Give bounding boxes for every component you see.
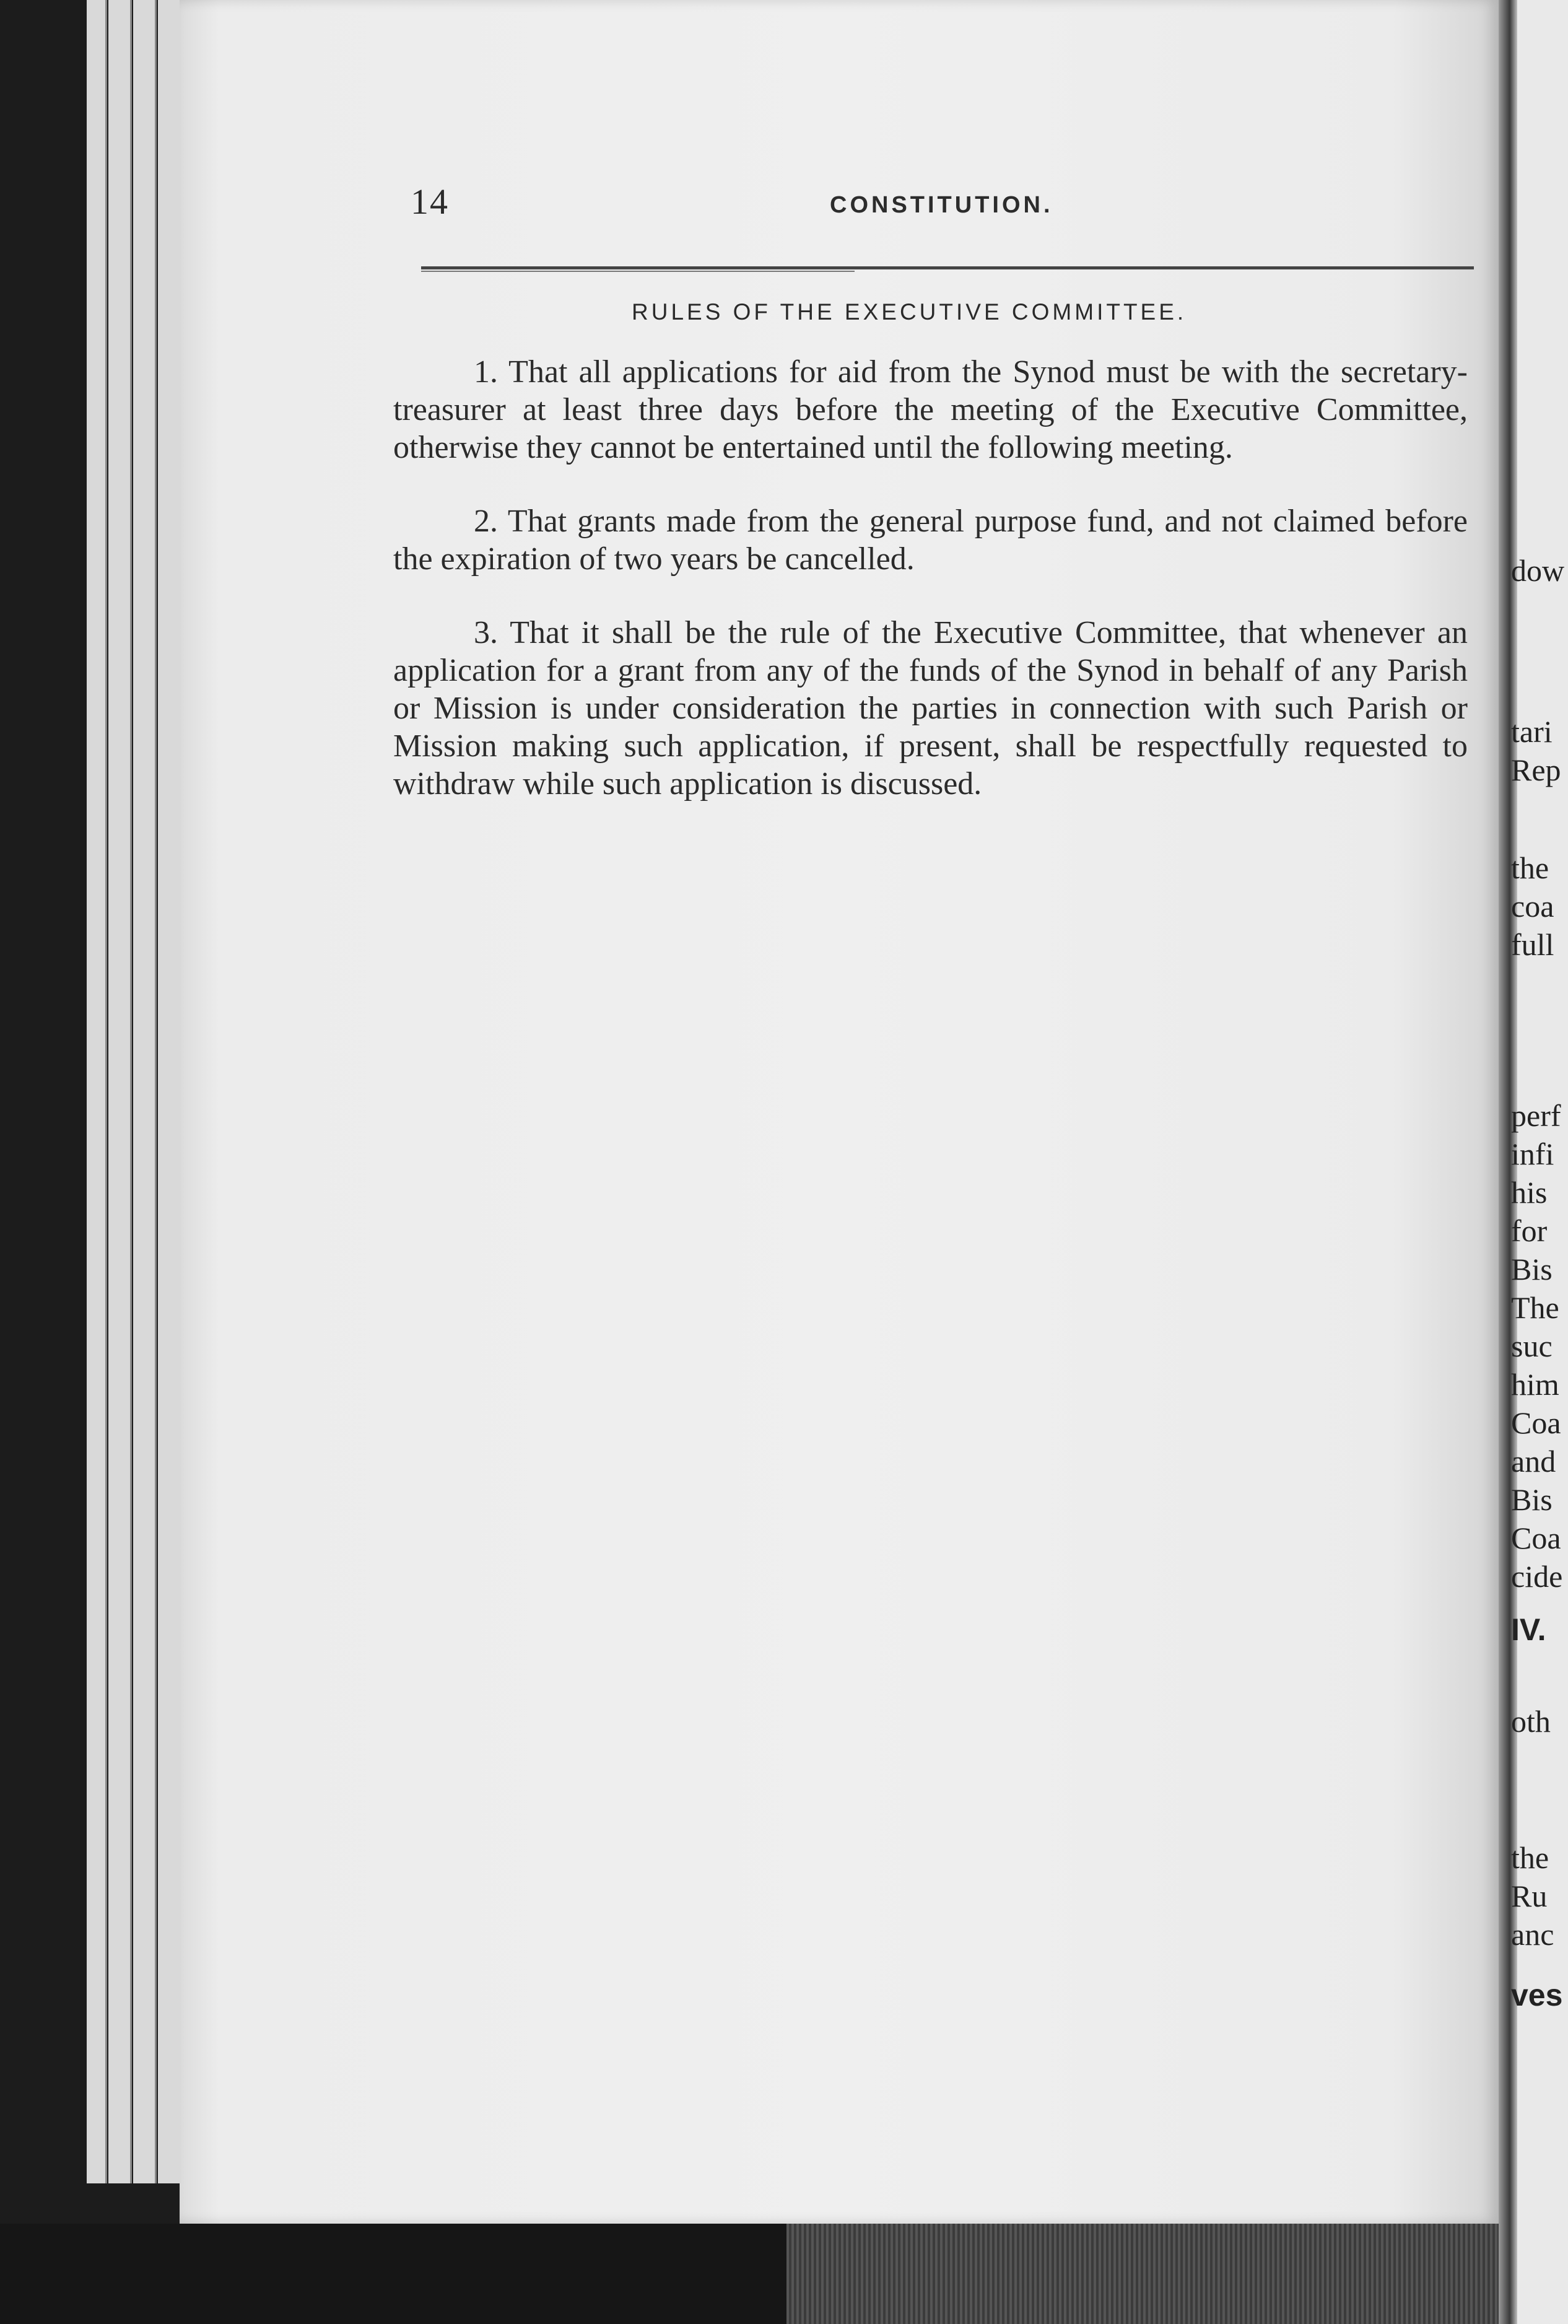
facing-fragment: him	[1511, 1367, 1559, 1402]
page-edge	[133, 0, 157, 2183]
rule-1: 1. That all applications for aid from the Synod must be with the secretary-treasurer at least three days before the meeting of the Executive Committee, otherwise they cannot be entertained until the following meeting.	[393, 354, 1468, 465]
facing-fragment: perf	[1511, 1098, 1561, 1133]
facing-fragment: Ru	[1511, 1879, 1548, 1913]
running-head	[0, 181, 1568, 230]
rule-2: 2. That grants made from the general purpose fund, and not claimed before the expiration of two years be cancelled.	[393, 504, 1468, 577]
page-edge	[108, 0, 132, 2183]
facing-fragment: Coa	[1511, 1521, 1561, 1555]
page-edge	[87, 0, 107, 2183]
page-edge	[158, 0, 181, 2183]
facing-fragment: IV.	[1511, 1612, 1546, 1647]
header-rule	[421, 266, 1474, 269]
facing-fragment: for	[1511, 1213, 1548, 1248]
header-rule-secondary	[421, 271, 855, 272]
rule-3: 3. That it shall be the rule of the Executive Committee, that whenever an application for a grant from any of the funds of the Synod in behalf of any Parish or Mission is under consideration the parties in connection with such Parish or Mission making such application, if present, shall be respectfully requested to withdraw while such application is discussed.	[393, 615, 1468, 802]
document-page	[180, 0, 1499, 2224]
facing-fragment: Coa	[1511, 1405, 1561, 1440]
section-title: RULES OF THE EXECUTIVE COMMITTEE.	[632, 299, 1187, 325]
facing-fragment: anc	[1511, 1917, 1554, 1952]
facing-fragment: the	[1511, 1840, 1549, 1875]
facing-fragment: the	[1511, 850, 1549, 885]
facing-fragment: dow	[1511, 553, 1565, 588]
rules-list	[393, 353, 1468, 839]
facing-fragment: and	[1511, 1444, 1556, 1479]
page-number: 14	[411, 181, 449, 222]
background	[0, 2224, 786, 2324]
facing-fragment: tari	[1511, 714, 1553, 749]
facing-fragment: suc	[1511, 1329, 1553, 1363]
running-title: CONSTITUTION.	[830, 192, 1053, 218]
facing-fragment: infi	[1511, 1137, 1554, 1171]
book-cloth	[786, 2224, 1499, 2324]
facing-fragment: Bis	[1511, 1252, 1553, 1286]
facing-fragment: Bis	[1511, 1482, 1553, 1517]
facing-fragment: ves	[1511, 1978, 1563, 2012]
facing-fragment: his	[1511, 1175, 1548, 1210]
facing-fragment: cide	[1511, 1559, 1563, 1594]
facing-fragment: oth	[1511, 1704, 1551, 1739]
facing-fragment: coa	[1511, 889, 1554, 924]
facing-fragment: The	[1511, 1290, 1559, 1325]
facing-fragment: Rep	[1511, 753, 1561, 787]
facing-fragment: full	[1511, 927, 1554, 962]
